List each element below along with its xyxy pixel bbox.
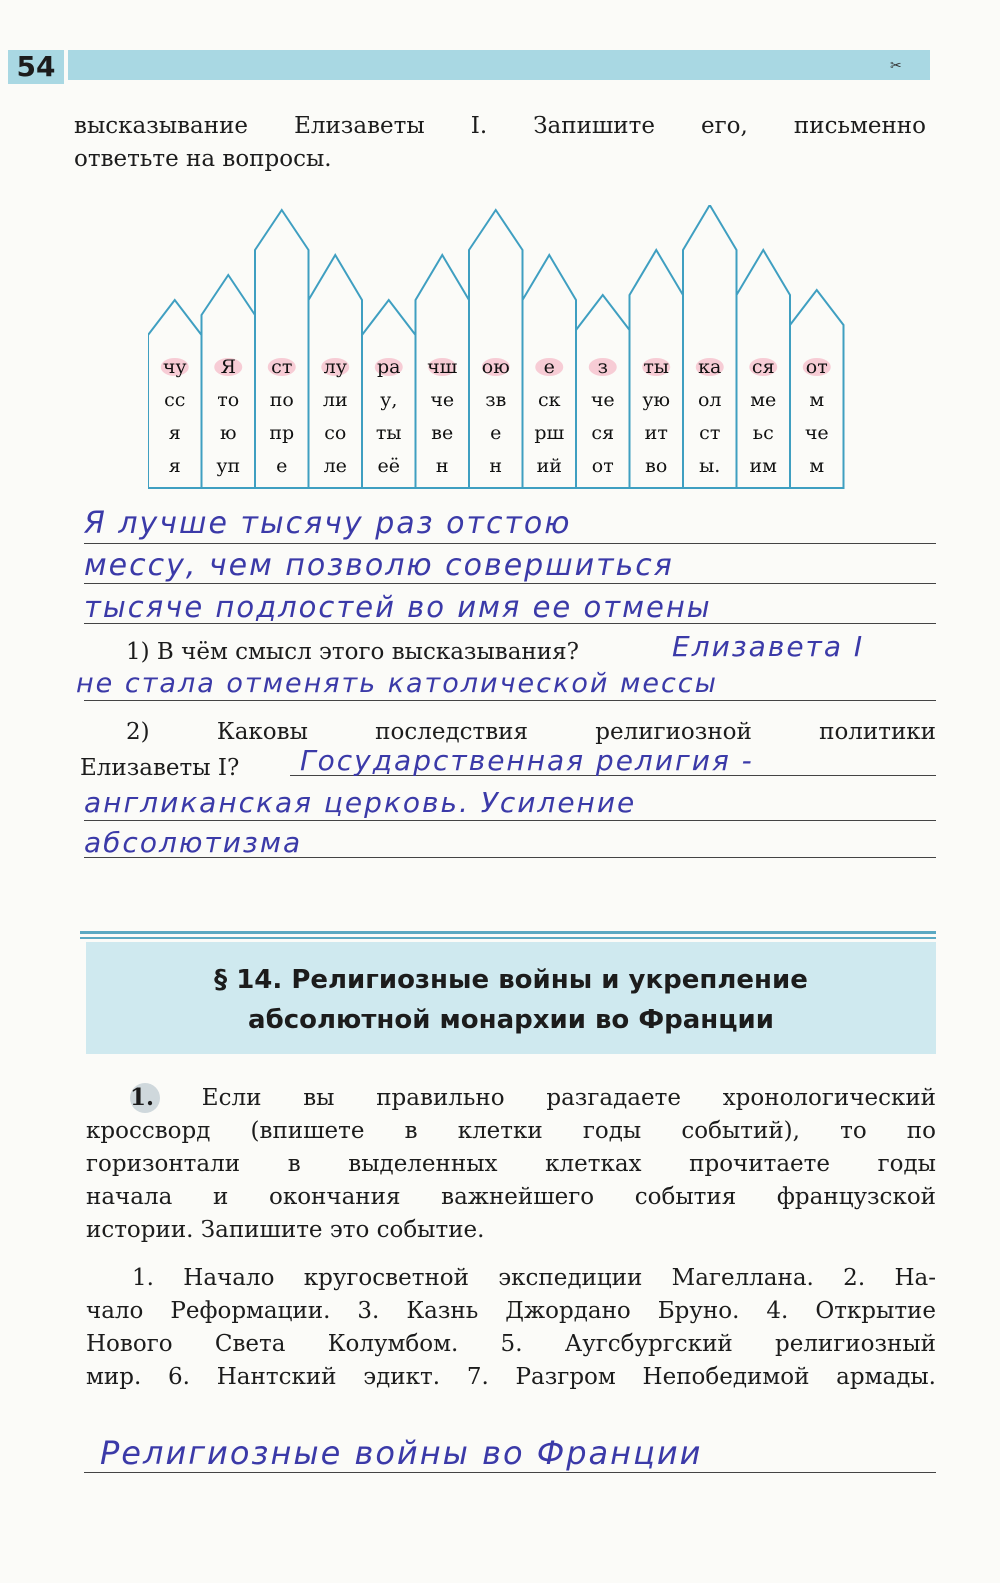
castle-cell-4-4: ле: [323, 455, 347, 477]
castle-cell-10-3: ит: [644, 422, 668, 444]
castle-cell-12-2: ме: [750, 389, 777, 411]
section-title: [86, 960, 936, 1040]
castle-cell-8-3: рш: [534, 422, 565, 444]
castle-cell-8-2: ск: [537, 389, 561, 411]
answer-rule-2: [84, 583, 936, 584]
handwritten-answer-line-1: Я лучше тысячу раз отстою: [84, 506, 572, 541]
castle-cell-1-3: я: [168, 422, 181, 444]
castle-cell-11-1: ка: [698, 356, 722, 378]
castle-cell-5-4: её: [377, 455, 400, 477]
section-divider-top: [80, 931, 936, 934]
final-answer-rule: [84, 1472, 936, 1473]
castle-cell-1-2: сс: [164, 389, 186, 411]
castle-cell-7-3: е: [490, 422, 502, 444]
castle-cell-7-4: н: [489, 455, 503, 477]
castle-cell-5-1: ра: [377, 356, 401, 378]
castle-tower-7: [469, 210, 523, 488]
castle-cell-11-3: ст: [699, 422, 721, 444]
castle-cell-8-4: ий: [536, 455, 562, 477]
question-2-answer-a: Государственная религия -: [300, 744, 754, 777]
header-bar: [68, 50, 930, 80]
castle-cell-1-4: я: [168, 455, 181, 477]
castle-cell-9-2: че: [590, 389, 615, 411]
castle-cell-2-4: уп: [216, 455, 241, 477]
question-2-line-1: 2) Каковы последствия религиозной политики: [126, 719, 936, 745]
castle-cell-2-1: Я: [220, 356, 236, 378]
answer-rule-1: [84, 543, 936, 544]
castle-cell-6-1: чш: [427, 356, 458, 378]
castle-tower-11: [683, 205, 737, 488]
castle-cell-10-1: ты: [643, 356, 670, 378]
question-1-answer-b: не стала отменять католической мессы: [76, 668, 718, 699]
castle-cell-4-2: ли: [322, 389, 348, 411]
events-line-3: Нового Света Колумбом. 5. Аугсбургский религиозный: [86, 1331, 936, 1357]
handwritten-answer-line-2: мессу, чем позволю совершиться: [84, 548, 674, 583]
castle-cell-6-3: ве: [431, 422, 454, 444]
events-line-4: мир. 6. Нантский эдикт. 7. Разгром Непобедимой армады.: [86, 1364, 936, 1390]
corner-mark-icon: ✂: [890, 58, 902, 74]
castle-cell-13-3: че: [804, 422, 829, 444]
castle-cell-6-2: че: [430, 389, 455, 411]
castle-cell-9-3: ся: [591, 422, 615, 444]
castle-cell-5-3: ты: [375, 422, 402, 444]
question-1-answer-a: Елизавета I: [672, 630, 865, 663]
castle-puzzle: [148, 205, 858, 495]
castle-cell-9-4: от: [591, 455, 614, 477]
intro-text: [74, 110, 926, 176]
section-title-line-1: § 14. Религиозные войны и укрепление: [214, 965, 808, 995]
question-1: 1) В чём смысл этого высказывания?: [126, 639, 579, 665]
question-1-rule: [84, 700, 936, 701]
castle-tower-3: [255, 210, 309, 488]
castle-cell-7-2: зв: [485, 389, 507, 411]
castle-cell-2-2: то: [217, 389, 240, 411]
castle-cell-11-4: ы.: [699, 455, 721, 477]
handwritten-answer-line-3: тысяче подлостей во имя ее отмены: [84, 590, 712, 624]
castle-cell-8-1: е: [543, 356, 555, 378]
task-1-line-4: начала и окончания важнейшего события французской: [86, 1184, 936, 1210]
castle-cell-12-4: им: [749, 455, 777, 477]
castle-cell-2-3: ю: [219, 422, 237, 444]
castle-cell-9-1: з: [597, 356, 608, 378]
question-2-line-2: Елизаветы I?: [80, 755, 240, 781]
castle-cell-10-4: во: [645, 455, 668, 477]
castle-cell-5-2: у,: [380, 389, 398, 411]
castle-cell-4-3: со: [324, 422, 347, 444]
castle-cell-3-3: пр: [269, 422, 295, 444]
events-line-1: 1. Начало кругосветной экспедиции Магеллана. 2. На-: [132, 1265, 936, 1291]
question-2-answer-c: абсолютизма: [84, 826, 303, 859]
castle-cell-12-1: ся: [751, 356, 775, 378]
castle-cell-13-2: м: [809, 389, 825, 411]
castle-cell-7-1: ою: [481, 356, 510, 378]
castle-cell-6-4: н: [435, 455, 449, 477]
task-1-line-3: горизонтали в выделенных клетках прочитаете годы: [86, 1151, 936, 1177]
castle-cell-4-1: лу: [323, 356, 347, 378]
castle-cell-3-4: е: [276, 455, 288, 477]
castle-cell-13-1: от: [805, 356, 828, 378]
task-1-number: 1.: [130, 1083, 160, 1113]
castle-cell-1-1: чу: [162, 356, 187, 378]
castle-cell-3-1: ст: [271, 356, 293, 378]
castle-cell-3-2: по: [269, 389, 294, 411]
task-1-line-1: Если вы правильно разгадаете хронологический: [201, 1085, 936, 1111]
events-list: [86, 1262, 936, 1394]
intro-line-2: ответьте на вопросы.: [74, 146, 332, 172]
events-line-2: чало Реформации. 3. Казнь Джордано Бруно. 4. Открытие: [86, 1298, 936, 1324]
question-2-answer-b: англиканская церковь. Усиление: [84, 786, 637, 819]
page-number: 54: [8, 50, 64, 84]
castle-cell-12-3: ьс: [752, 422, 774, 444]
intro-line-1: высказывание Елизаветы I. Запишите его, письменно: [74, 113, 926, 139]
task-1-line-2: кроссворд (впишете в клетки годы событий), то по: [86, 1118, 936, 1144]
section-divider-bottom: [80, 937, 936, 939]
question-2-rule-2: [84, 820, 936, 821]
final-answer-handwritten: Религиозные войны во Франции: [100, 1434, 703, 1472]
task-1: [86, 1082, 936, 1247]
castle-cell-10-2: ую: [642, 389, 671, 411]
castle-cell-13-4: м: [809, 455, 825, 477]
task-1-line-5: истории. Запишите это событие.: [86, 1217, 485, 1243]
castle-cell-11-2: ол: [697, 389, 722, 411]
section-title-line-2: абсолютной монархии во Франции: [248, 1005, 774, 1035]
